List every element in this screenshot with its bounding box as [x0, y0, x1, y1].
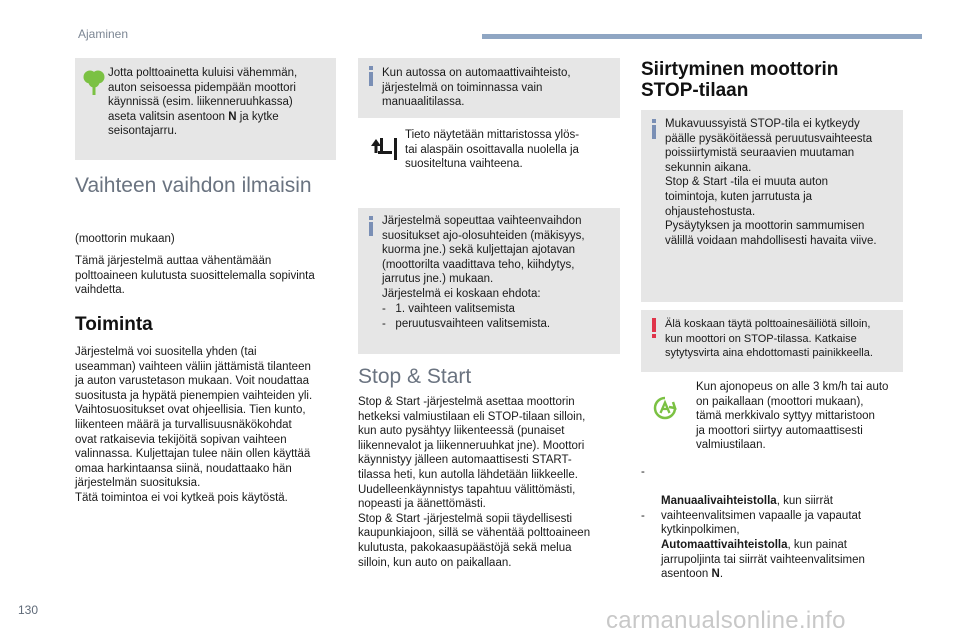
eco-leaf-icon: [83, 68, 105, 96]
adapt-list-item: - peruutusvaihteen valitsemista.: [382, 318, 551, 330]
section-title: Ajaminen: [78, 27, 129, 41]
stop-start-body: Stop & Start -järjestelmä asettaa moottorin hetkeksi valmiustilaan eli STOP-tilaan silloin, kun auto pysähtyy liikenteessä (punaiset liikennevalot ja liikenneruuhkat jne). Moottori käynnistyy jälleen automaattisesti START- tilassa heti, kun autolla lähdetään liikkeelle. Uudelleenkäynnistys tapahtuu välittömästi, nopeasti ja äänettömästi. Stop & Start -järjestelmä sopii täydellisesti kaupunkiajoon, sillä se vähentää polttoaineen kulutusta, pakokaasupäästöjä sekä melua silloin, kun auto on paikallaan.: [358, 396, 591, 569]
automatic-gearbox-item: - Automaattivaihteistolla, kun painat jarrupoljinta tai siirrät vaihteenvalitsimen asentoon N.: [641, 510, 865, 581]
speed-note: Kun ajonopeus on alle 3 km/h tai auto on paikallaan (moottori mukaan), tämä merkkivalo syttyy mittaristoon ja moottori siirtyy automaattisesti valmiustilaan.: [696, 381, 889, 452]
function-body: Järjestelmä voi suositella yhden (tai useamman) vaihteen väliin jättämistä tilanteen ja auton varustetason mukaan. Voit noudattaa suositusta ja hypätä pienempien vaihteiden yli. Vaihtosuositukset ovat ohjeellisia. Tien kunto, liikenteen määrä ja turvallisuusnäkökohdat ovat ratkaisevia tekijöitä sopivan vaihteen valinnassa. Kuljettajan tulee näin ollen käyttää omaa harkintaansa siinä, noudattaako hän järjestelmän suosituksia. Tätä toimintoa ei voi kytkeä pois käytöstä.: [75, 346, 313, 504]
page-number: 130: [18, 603, 39, 617]
manual-gearbox-item: - Manuaalivaihteistolla, kun siirrät vaihteenvalitsimen vapaalle ja vapautat kytkinpolkimen,: [641, 466, 862, 537]
stop-start-title: Stop & Start: [358, 365, 472, 388]
warning-exclamation-icon: [652, 318, 656, 338]
warning-text: Älä koskaan täytä polttoainesäiliötä silloin, kun moottori on STOP-tilassa. Katkaise sytytysvirta aina ehdottomasti painikkeella.: [665, 318, 873, 360]
eco-mode-a-icon: [652, 395, 678, 421]
display-note-panel: [358, 118, 620, 208]
auto-gearbox-box: [358, 58, 620, 354]
auto-gearbox-note: Kun autossa on automaattivaihteisto, järjestelmä on toiminnassa vain manuaalitilassa.: [382, 67, 571, 109]
comfort-note-box: [641, 110, 903, 302]
comfort-note: Mukavuussyistä STOP-tila ei kytkeydy päälle pysäköitäessä peruutusvaihteesta poissiirtymistä seuraavien muutaman sekunnin aikana. Stop & Start -tila ei muuta auton toimintoja, kuten jarrutusta ja ohjaustehostusta. Pysäytyksen ja moottorin sammumisen välillä voidaan mahdollisesti havaita viive.: [665, 118, 877, 247]
function-title: Toiminta: [75, 314, 153, 335]
warning-box: [641, 310, 903, 372]
info-icon-2: [369, 216, 373, 236]
eco-tip-box: [75, 58, 336, 160]
display-note: Tieto näytetään mittaristossa ylös- tai alaspäin osoittavalla nuolella ja suositeltuna vaihteena.: [405, 129, 580, 171]
header-bar: [482, 34, 922, 39]
stop-mode-title: Siirtyminen moottorin STOP-tilaan: [641, 59, 839, 101]
info-icon-3: [652, 119, 656, 139]
info-icon: [369, 66, 373, 86]
gear-indicator-intro: Tämä järjestelmä auttaa vähentämään polttoaineen kulutusta suosittelemalla sopivinta vaihdetta.: [75, 255, 315, 297]
eco-tip-text: Jotta polttoainetta kuluisi vähemmän, auton seisoessa pidempään moottori käynnissä (esim. liikenneruuhkassa) aseta valitsin asentoon N ja kytke seisontajarru.: [108, 67, 298, 138]
gear-indicator-title: Vaihteen vaihdon ilmaisin: [75, 174, 312, 197]
watermark: carmanualsonline.info: [606, 607, 846, 634]
gear-shift-arrow-icon: [367, 132, 401, 162]
engine-note: (moottorin mukaan): [75, 233, 175, 245]
adapt-list-item: - 1. vaihteen valitsemista: [382, 303, 515, 315]
adapt-note: Järjestelmä sopeuttaa vaihteenvaihdon suositukset ajo-olosuhteiden (mäkisyys, kuorma jne.) sekä kuljettajan ajotavan (moottorilta vaadittava teho, kiihdytys, jarrutus jne.) mukaan. Järjestelmä ei koskaan ehdota:: [382, 215, 585, 300]
